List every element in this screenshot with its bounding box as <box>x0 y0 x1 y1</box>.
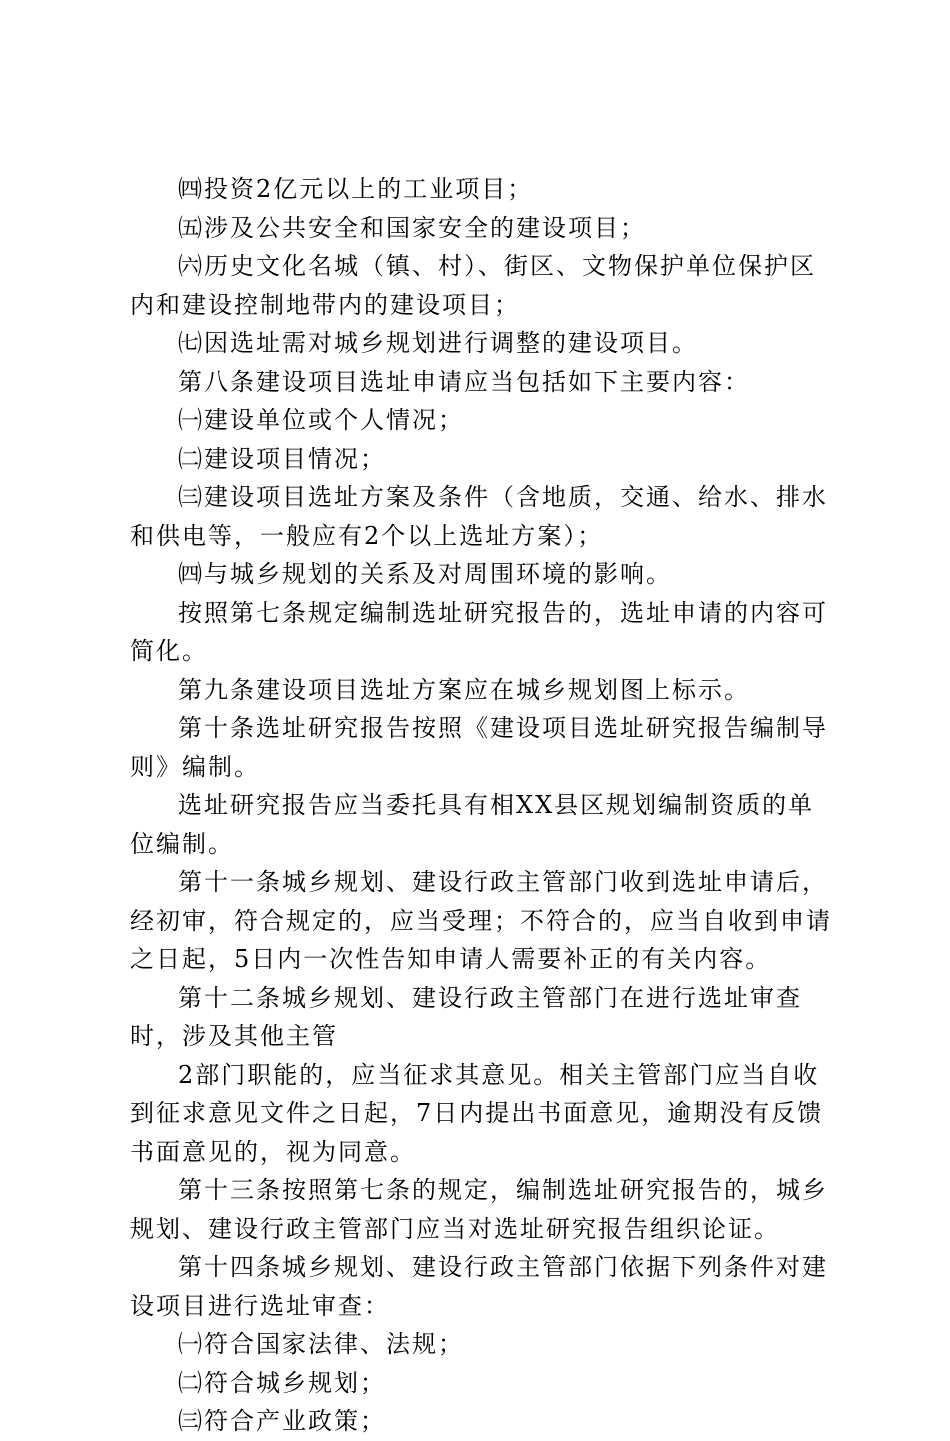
article-8-heading: 第八条建设项目选址申请应当包括如下主要内容： <box>178 367 750 396</box>
article-9: 第九条建设项目选址方案应在城乡规划图上标示。 <box>178 675 750 704</box>
article-8-item-3: ㈢建设项目选址方案及条件（含地质，交通、给水、排水和供电等，一般应有2个以上选址方案）； <box>130 483 828 550</box>
paragraph-item-4: ㈣投资2亿元以上的工业项目； <box>178 175 534 203</box>
paragraph-item-7: ㈦因选址需对城乡规划进行调整的建设项目。 <box>178 329 698 357</box>
article-8-item-1: ㈠建设单位或个人情况； <box>178 406 464 434</box>
article-13: 第十三条按照第七条的规定，编制选址研究报告的，城乡规划、建设行政主管部门应当对选址研究报告组织论证。 <box>130 1176 828 1243</box>
paragraph-item-5: ㈤涉及公共安全和国家安全的建设项目； <box>178 213 646 242</box>
article-8-item-2: ㈡建设项目情况； <box>178 444 386 473</box>
article-14-item-2: ㈡符合城乡规划； <box>178 1368 386 1397</box>
article-8-item-4: ㈣与城乡规划的关系及对周围环境的影响。 <box>178 560 672 588</box>
article-12-continued: 2部门职能的，应当征求其意见。相关主管部门应当自收到征求意见文件之日起，7日内提出书面意见，逾期没有反馈书面意见的，视为同意。 <box>130 1060 824 1166</box>
document-body <box>130 170 840 1441</box>
paragraph-item-6: ㈥历史文化名城（镇、村）、街区、文物保护单位保护区内和建设控制地带内的建设项目； <box>130 252 816 319</box>
article-10-note: 选址研究报告应当委托具有相XX县区规划编制资质的单位编制。 <box>130 791 815 858</box>
article-11: 第十一条城乡规划、建设行政主管部门收到选址申请后，经初审，符合规定的，应当受理；不符合的，应当自收到申请之日起，5日内一次性告知申请人需要补正的有关内容。 <box>130 868 832 973</box>
article-14-item-3: ㈢符合产业政策； <box>178 1407 386 1435</box>
article-14: 第十四条城乡规划、建设行政主管部门依据下列条件对建设项目进行选址审查： <box>130 1253 828 1320</box>
article-8-note: 按照第七条规定编制选址研究报告的，选址申请的内容可简化。 <box>130 598 828 665</box>
article-12: 第十二条城乡规划、建设行政主管部门在进行选址审查时，涉及其他主管 <box>130 983 802 1050</box>
article-10: 第十条选址研究报告按照《建设项目选址研究报告编制导则》编制。 <box>130 714 828 781</box>
article-14-item-1: ㈠符合国家法律、法规； <box>178 1330 464 1358</box>
